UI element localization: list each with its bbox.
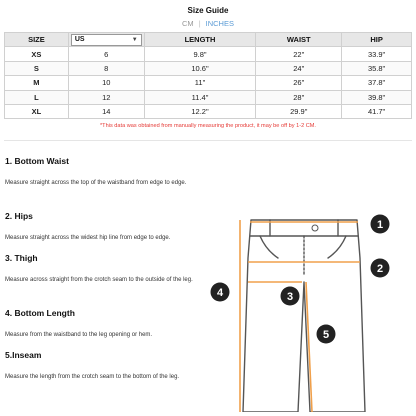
section-text-thigh: Measure across straight from the crotch seam to the outside of the leg. xyxy=(5,277,193,283)
marker-3-label: 3 xyxy=(286,291,294,303)
table-row xyxy=(5,61,412,75)
table-row xyxy=(5,76,412,90)
marker-3 xyxy=(281,287,300,306)
measurement-note: *This data was obtained from manually measuring the product, it may be off by 1-2 CM. xyxy=(100,123,316,129)
header-waist: WAIST xyxy=(256,33,342,47)
cell-length: 10.6" xyxy=(144,61,256,75)
shorts-measurement-diagram xyxy=(200,200,412,412)
marker-1-label: 1 xyxy=(376,219,384,231)
marker-2 xyxy=(371,259,390,278)
cell-hip: 39.8" xyxy=(342,90,412,104)
section-text-inseam: Measure the length from the crotch seam to the bottom of the leg. xyxy=(5,374,180,380)
section-title-waist: 1. Bottom Waist xyxy=(5,156,69,166)
cell-size: M xyxy=(5,76,69,90)
header-size: SIZE xyxy=(5,33,69,47)
size-table xyxy=(4,32,412,119)
section-title-inseam: 5.Inseam xyxy=(5,350,42,360)
marker-5-label: 5 xyxy=(322,329,330,341)
region-select-value: US xyxy=(74,36,85,44)
cell-waist: 28" xyxy=(256,90,342,104)
shorts-illustration xyxy=(243,220,365,412)
chevron-down-icon: ▼ xyxy=(131,36,138,43)
cell-size: XL xyxy=(5,104,69,118)
marker-1 xyxy=(371,215,390,234)
unit-cm-option[interactable]: CM xyxy=(182,19,194,28)
cell-size: L xyxy=(5,90,69,104)
section-text-length: Measure from the waistband to the leg opening or hem. xyxy=(5,332,153,338)
section-title-hips: 2. Hips xyxy=(5,211,33,221)
cell-us: 10 xyxy=(68,76,144,90)
cell-waist: 24" xyxy=(256,61,342,75)
button-icon xyxy=(312,225,318,231)
cell-waist: 29.9" xyxy=(256,104,342,118)
marker-4 xyxy=(211,283,230,302)
unit-toggle xyxy=(0,19,416,28)
marker-2-label: 2 xyxy=(376,263,384,275)
cell-hip: 33.9" xyxy=(342,47,412,61)
marker-5 xyxy=(317,325,336,344)
cell-length: 12.2" xyxy=(144,104,256,118)
divider xyxy=(4,140,412,141)
cell-size: XS xyxy=(5,47,69,61)
header-region xyxy=(68,33,144,47)
unit-separator: | xyxy=(198,19,201,28)
cell-us: 14 xyxy=(68,104,144,118)
size-table-header xyxy=(5,33,412,47)
cell-us: 6 xyxy=(68,47,144,61)
cell-length: 11.4" xyxy=(144,90,256,104)
region-select[interactable] xyxy=(71,34,142,46)
unit-inches-option[interactable]: INCHES xyxy=(205,19,234,28)
marker-4-label: 4 xyxy=(216,287,224,299)
section-title-thigh: 3. Thigh xyxy=(5,253,38,263)
table-row xyxy=(5,104,412,118)
section-text-hips: Measure straight across the widest hip line from edge to edge. xyxy=(5,235,171,241)
left-pocket xyxy=(260,236,278,258)
cell-waist: 22" xyxy=(256,47,342,61)
cell-length: 9.8" xyxy=(144,47,256,61)
cell-size: S xyxy=(5,61,69,75)
cell-hip: 35.8" xyxy=(342,61,412,75)
cell-hip: 41.7" xyxy=(342,104,412,118)
table-row xyxy=(5,90,412,104)
cell-us: 8 xyxy=(68,61,144,75)
cell-waist: 26" xyxy=(256,76,342,90)
cell-hip: 37.8" xyxy=(342,76,412,90)
header-length: LENGTH xyxy=(144,33,256,47)
cell-us: 12 xyxy=(68,90,144,104)
cell-length: 11" xyxy=(144,76,256,90)
section-title-length: 4. Bottom Length xyxy=(5,308,75,318)
section-text-waist: Measure straight across the top of the waistband from edge to edge. xyxy=(5,180,187,186)
page-title: Size Guide xyxy=(187,6,229,15)
right-pocket xyxy=(328,236,346,258)
table-row xyxy=(5,47,412,61)
header-hip: HIP xyxy=(342,33,412,47)
